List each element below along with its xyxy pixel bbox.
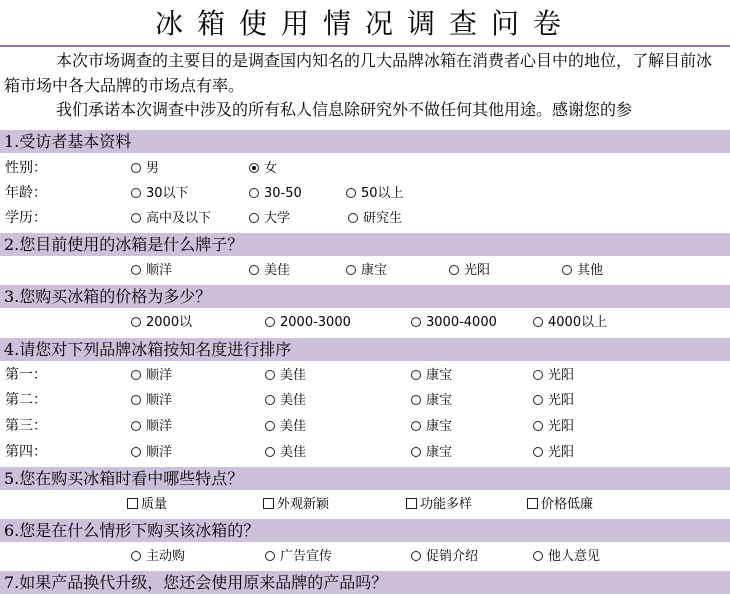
education-option-2[interactable] [249, 206, 290, 231]
purchase-reason-row [0, 544, 730, 569]
radio-icon[interactable] [533, 370, 543, 380]
option-label: 大学 [264, 211, 291, 226]
radio-icon[interactable] [411, 370, 421, 380]
option-label: 顺洋 [146, 263, 173, 278]
option-label: 其他 [577, 263, 604, 278]
radio-icon[interactable] [131, 265, 141, 275]
option-label: 美佳 [280, 368, 307, 383]
rank-option[interactable] [265, 440, 306, 465]
gender-label: 性别： [5, 160, 47, 176]
price-option-2[interactable] [265, 310, 351, 335]
radio-icon[interactable] [411, 317, 421, 327]
section-4-header: 4.请您对下列品牌冰箱按知名度进行排序 [0, 337, 730, 361]
reason-option-4[interactable] [533, 544, 600, 569]
option-label: 顺洋 [146, 419, 173, 434]
rank-row-3 [0, 414, 730, 439]
option-label: 促销介绍 [426, 549, 479, 564]
age-row [0, 181, 730, 206]
education-option-1[interactable] [131, 206, 211, 231]
option-label: 康宝 [426, 445, 453, 460]
rank-option[interactable] [265, 363, 306, 388]
rank-label: 第四： [5, 444, 47, 460]
age-label: 年龄： [5, 185, 47, 201]
radio-icon[interactable] [131, 188, 141, 198]
brand-option-3[interactable] [346, 258, 387, 283]
education-option-3[interactable] [348, 206, 402, 231]
option-label: 3000-4000 [426, 315, 497, 330]
radio-icon[interactable] [411, 447, 421, 457]
rank-option[interactable] [411, 363, 452, 388]
page-title: 冰箱使用情况调查问卷 [154, 7, 575, 40]
radio-icon[interactable] [411, 551, 421, 561]
rank-option[interactable] [533, 388, 574, 413]
option-label: 光阳 [548, 393, 575, 408]
radio-icon[interactable] [533, 317, 543, 327]
rank-option[interactable] [265, 414, 306, 439]
feature-checkbox-2[interactable] [263, 492, 329, 517]
option-label: 他人意见 [548, 549, 601, 564]
option-label: 质量 [141, 497, 168, 512]
feature-checkbox-4[interactable] [527, 492, 593, 517]
option-label: 2000-3000 [280, 315, 351, 330]
radio-icon[interactable] [533, 447, 543, 457]
intro-text-1: 本次市场调查的主要目的是调查国内知名的几大品牌冰箱在消费者心目中的地位，了解目前冰箱市场中各大品牌的市场点有率。 [4, 51, 713, 95]
option-label: 光阳 [548, 445, 575, 460]
option-label: 光阳 [548, 368, 575, 383]
features-row [0, 492, 730, 517]
rank-label: 第二： [5, 392, 47, 408]
rank-option[interactable] [533, 440, 574, 465]
brand-option-1[interactable] [131, 258, 172, 283]
rank-row-1 [0, 363, 730, 388]
option-label: 男 [146, 161, 160, 176]
option-label: 高中及以下 [146, 211, 212, 226]
radio-icon[interactable] [265, 317, 275, 327]
reason-option-2[interactable] [265, 544, 332, 569]
radio-icon[interactable] [131, 370, 141, 380]
option-label: 功能多样 [420, 497, 473, 512]
option-label: 美佳 [280, 393, 307, 408]
rank-option[interactable] [533, 414, 574, 439]
section-5-header: 5.您在购买冰箱时看中哪些特点？ [0, 466, 730, 490]
rank-row-4 [0, 440, 730, 465]
title-divider [0, 45, 730, 47]
brand-row [0, 258, 730, 283]
brand-option-2[interactable] [249, 258, 290, 283]
radio-icon[interactable] [131, 395, 141, 405]
reason-option-1[interactable] [131, 544, 185, 569]
rank-option[interactable] [533, 363, 574, 388]
option-label: 广告宣传 [280, 549, 333, 564]
rank-label: 第一： [5, 367, 47, 383]
price-option-1[interactable] [131, 310, 192, 335]
radio-icon[interactable] [265, 395, 275, 405]
price-option-3[interactable] [411, 310, 497, 335]
radio-icon[interactable] [265, 421, 275, 431]
option-label: 顺洋 [146, 393, 173, 408]
radio-icon[interactable] [131, 447, 141, 457]
radio-icon[interactable] [265, 370, 275, 380]
intro-paragraph-1 [4, 48, 726, 98]
radio-icon[interactable] [533, 551, 543, 561]
feature-checkbox-1[interactable] [127, 492, 167, 517]
rank-option[interactable] [131, 440, 172, 465]
radio-icon[interactable] [346, 188, 356, 198]
radio-icon[interactable] [131, 317, 141, 327]
age-option-1[interactable] [131, 181, 189, 206]
radio-icon[interactable] [346, 265, 356, 275]
option-label: 外观新颖 [277, 497, 330, 512]
intro-paragraph-2 [4, 97, 726, 121]
option-label: 30-50 [264, 186, 302, 201]
rank-option[interactable] [131, 414, 172, 439]
option-label: 50以上 [361, 186, 404, 201]
rank-label: 第三： [5, 418, 47, 434]
education-label: 学历： [5, 210, 47, 226]
rank-row-2 [0, 388, 730, 413]
section-6-header: 6.您是在什么情形下购买该冰箱的？ [0, 518, 730, 542]
option-label: 研究生 [363, 211, 403, 226]
option-label: 康宝 [361, 263, 388, 278]
option-label: 顺洋 [146, 368, 173, 383]
brand-option-4[interactable] [449, 258, 490, 283]
radio-icon[interactable] [265, 447, 275, 457]
radio-icon[interactable] [411, 395, 421, 405]
option-label: 主动购 [146, 549, 186, 564]
education-row [0, 206, 730, 231]
option-label: 女 [264, 161, 278, 176]
checkbox-icon[interactable] [263, 498, 274, 509]
gender-row [0, 156, 730, 181]
radio-icon[interactable] [131, 213, 141, 223]
price-row [0, 310, 730, 335]
option-label: 30以下 [146, 186, 189, 201]
option-label: 光阳 [548, 419, 575, 434]
radio-icon[interactable] [131, 421, 141, 431]
checkbox-icon[interactable] [527, 498, 538, 509]
gender-option-male[interactable] [131, 156, 159, 181]
reason-option-3[interactable] [411, 544, 478, 569]
feature-checkbox-3[interactable] [406, 492, 472, 517]
radio-icon[interactable] [249, 188, 259, 198]
section-7-header: 7.如果产品换代升级，您还会使用原来品牌的产品吗？ [0, 570, 730, 594]
radio-icon[interactable] [249, 265, 259, 275]
option-label: 康宝 [426, 368, 453, 383]
radio-icon[interactable] [249, 213, 259, 223]
section-1-header: 1.受访者基本资料 [0, 129, 730, 153]
option-label: 价格低廉 [541, 497, 594, 512]
gender-option-female[interactable] [249, 156, 277, 181]
price-option-4[interactable] [533, 310, 607, 335]
section-2-header: 2.您目前使用的冰箱是什么牌子？ [0, 232, 730, 256]
radio-icon[interactable] [131, 163, 141, 173]
checkbox-icon[interactable] [127, 498, 138, 509]
option-label: 康宝 [426, 393, 453, 408]
radio-icon[interactable] [449, 265, 459, 275]
radio-icon[interactable] [348, 213, 358, 223]
intro-text-2: 我们承诺本次调查中涉及的所有私人信息除研究外不做任何其他用途。感谢您的参 [56, 100, 633, 119]
rank-option[interactable] [411, 440, 452, 465]
brand-option-5[interactable] [562, 258, 603, 283]
radio-icon[interactable] [411, 421, 421, 431]
option-label: 康宝 [426, 419, 453, 434]
age-option-3[interactable] [346, 181, 404, 206]
checkbox-icon[interactable] [406, 498, 417, 509]
section-3-header: 3.您购买冰箱的价格为多少？ [0, 284, 730, 308]
radio-icon[interactable] [265, 551, 275, 561]
radio-selected-icon[interactable] [249, 163, 259, 173]
age-option-2[interactable] [249, 181, 302, 206]
option-label: 美佳 [264, 263, 291, 278]
option-label: 2000以 [146, 315, 193, 330]
radio-icon[interactable] [131, 551, 141, 561]
radio-icon[interactable] [562, 265, 572, 275]
rank-option[interactable] [411, 414, 452, 439]
option-label: 4000以上 [548, 315, 608, 330]
option-label: 顺洋 [146, 445, 173, 460]
option-label: 美佳 [280, 419, 307, 434]
radio-icon[interactable] [533, 421, 543, 431]
rank-option[interactable] [131, 388, 172, 413]
rank-option[interactable] [265, 388, 306, 413]
option-label: 光阳 [464, 263, 491, 278]
rank-option[interactable] [131, 363, 172, 388]
option-label: 美佳 [280, 445, 307, 460]
rank-option[interactable] [411, 388, 452, 413]
radio-icon[interactable] [533, 395, 543, 405]
